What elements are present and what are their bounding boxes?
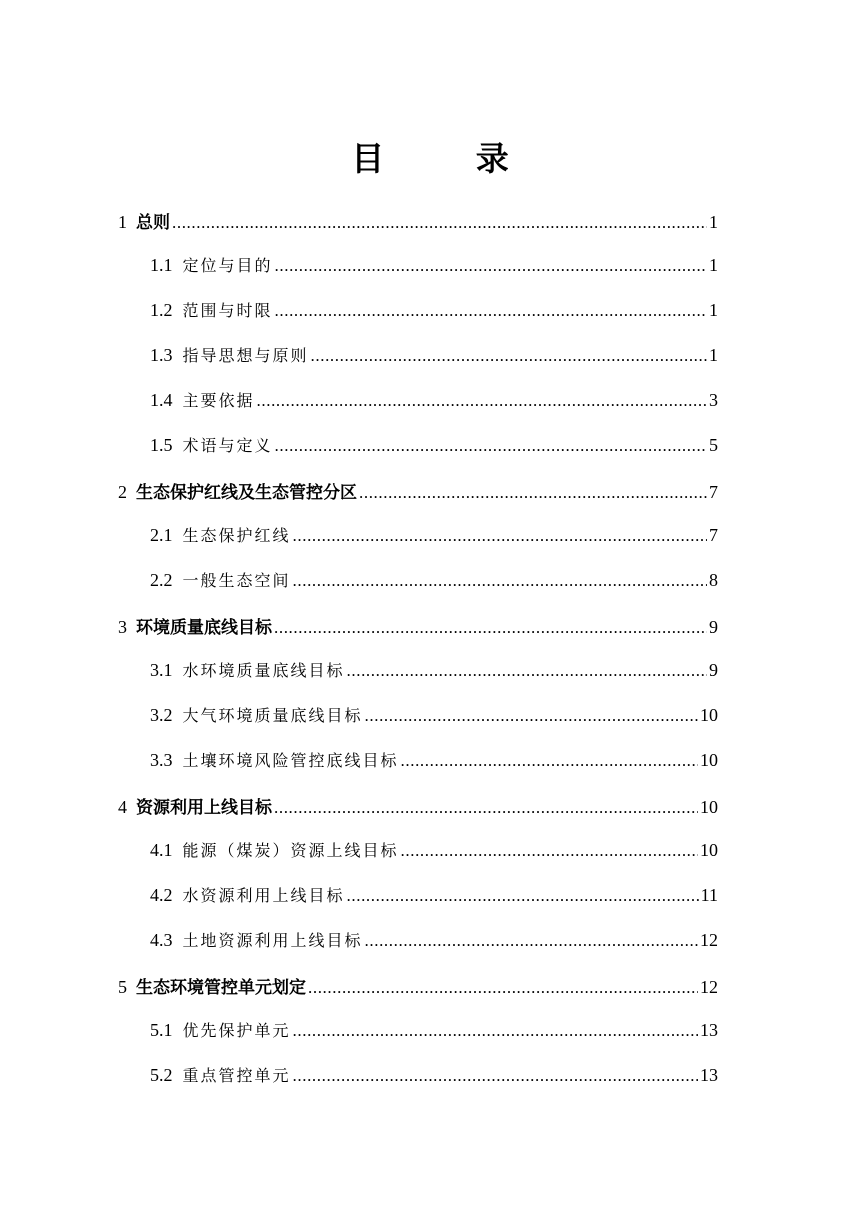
dot-leader [274, 618, 707, 638]
dot-leader [275, 436, 707, 456]
toc-entry-page: 3 [709, 390, 718, 410]
toc-entry-number: 2.2 [150, 570, 173, 590]
dot-leader [257, 391, 707, 411]
dot-leader [293, 571, 707, 591]
dot-leader [359, 483, 707, 503]
toc-entry-title: 范围与时限 [182, 301, 273, 320]
toc-entry-page: 13 [700, 1020, 718, 1040]
toc-entry[interactable] [150, 1018, 718, 1048]
toc-entry-title: 能源（煤炭）资源上线目标 [182, 841, 399, 860]
toc-entry-page: 7 [709, 482, 718, 502]
toc-entry-number: 3.1 [150, 660, 173, 680]
toc-entry[interactable] [118, 478, 718, 508]
dot-leader [275, 301, 707, 321]
toc-entry-number: 5 [118, 977, 127, 997]
dot-leader [293, 1066, 698, 1086]
toc-entry-title: 资源利用上线目标 [136, 798, 272, 818]
toc-entry[interactable] [150, 883, 718, 913]
toc-entry-page: 10 [700, 705, 718, 725]
toc-entry-title: 指导思想与原则 [182, 346, 309, 365]
dot-leader [172, 213, 707, 233]
dot-leader [365, 706, 698, 726]
page-title: 目 录 [351, 139, 549, 178]
toc-entry-page: 10 [700, 750, 718, 770]
dot-leader [308, 978, 698, 998]
toc-entry-number: 4.2 [150, 885, 173, 905]
dot-leader [275, 256, 707, 276]
toc-entry-title: 优先保护单元 [182, 1021, 291, 1040]
toc-entry[interactable] [150, 658, 718, 688]
toc-entry[interactable] [150, 298, 718, 328]
toc-entry-title: 土地资源利用上线目标 [182, 931, 363, 950]
toc-entry-page: 8 [709, 570, 718, 590]
toc-entry-number: 1.1 [150, 255, 173, 275]
toc-entry[interactable] [118, 793, 718, 823]
toc-entry-number: 2.1 [150, 525, 173, 545]
toc-entry-title: 重点管控单元 [182, 1066, 291, 1085]
toc-entry-title: 环境质量底线目标 [136, 618, 272, 638]
toc-entry-title: 生态保护红线及生态管控分区 [136, 483, 357, 503]
toc-entry[interactable] [150, 928, 718, 958]
toc-entry[interactable] [118, 613, 718, 643]
toc-entry-number: 1.3 [150, 345, 173, 365]
toc-entry-number: 3.3 [150, 750, 173, 770]
toc-entry-number: 4.1 [150, 840, 173, 860]
toc-entry-number: 1 [118, 212, 127, 232]
dot-leader [365, 931, 698, 951]
toc-entry[interactable] [150, 1063, 718, 1093]
toc-entry-title: 术语与定义 [182, 436, 273, 455]
toc-entry-number: 2 [118, 482, 127, 502]
toc-entry-title: 水环境质量底线目标 [182, 661, 345, 680]
toc-entry-page: 12 [700, 977, 718, 997]
toc-entry-page: 13 [700, 1065, 718, 1085]
toc-entry-page: 10 [700, 840, 718, 860]
toc-entry[interactable] [150, 343, 718, 373]
toc-entry-page: 1 [709, 212, 718, 232]
dot-leader [347, 886, 699, 906]
dot-leader [293, 1021, 698, 1041]
toc-entry-number: 3 [118, 617, 127, 637]
toc-entry-number: 1.2 [150, 300, 173, 320]
toc-entry[interactable] [150, 433, 718, 463]
toc-entry-page: 9 [709, 617, 718, 637]
toc-entry[interactable] [150, 523, 718, 553]
toc-entry[interactable] [118, 208, 718, 238]
dot-leader [401, 841, 698, 861]
toc-entry-page: 1 [709, 255, 718, 275]
toc-entry[interactable] [118, 973, 718, 1003]
toc-entry-title: 水资源利用上线目标 [182, 886, 345, 905]
toc-entry-title: 大气环境质量底线目标 [182, 706, 363, 725]
toc-entry-page: 12 [700, 930, 718, 950]
dot-leader [401, 751, 698, 771]
toc-entry-title: 一般生态空间 [182, 571, 291, 590]
toc-entry-title: 生态保护红线 [182, 526, 291, 545]
toc-entry-number: 4 [118, 797, 127, 817]
toc-entry[interactable] [150, 838, 718, 868]
toc-entry-number: 5.1 [150, 1020, 173, 1040]
dot-leader [347, 661, 707, 681]
toc-entry[interactable] [150, 703, 718, 733]
toc-entry-title: 生态环境管控单元划定 [136, 978, 306, 998]
toc-entry-page: 7 [709, 525, 718, 545]
toc-entry-page: 5 [709, 435, 718, 455]
toc-entry-number: 5.2 [150, 1065, 173, 1085]
toc-entry-page: 10 [700, 797, 718, 817]
toc-entry-number: 3.2 [150, 705, 173, 725]
toc-entry-number: 4.3 [150, 930, 173, 950]
dot-leader [293, 526, 707, 546]
toc-entry[interactable] [150, 568, 718, 598]
toc-entry-title: 土壤环境风险管控底线目标 [182, 751, 399, 770]
toc-entry-number: 1.4 [150, 390, 173, 410]
toc-entry[interactable] [150, 748, 718, 778]
dot-leader [274, 798, 698, 818]
dot-leader [311, 346, 707, 366]
toc-entry-title: 定位与目的 [182, 256, 273, 275]
toc-entry-page: 1 [709, 300, 718, 320]
toc-entry-title: 主要依据 [182, 391, 255, 410]
toc-entry-page: 11 [700, 885, 718, 905]
toc-entry-title: 总则 [136, 213, 170, 233]
toc-entry[interactable] [150, 253, 718, 283]
toc-entry-number: 1.5 [150, 435, 173, 455]
toc-entry[interactable] [150, 388, 718, 418]
toc-entry-page: 1 [709, 345, 718, 365]
toc-entry-page: 9 [709, 660, 718, 680]
